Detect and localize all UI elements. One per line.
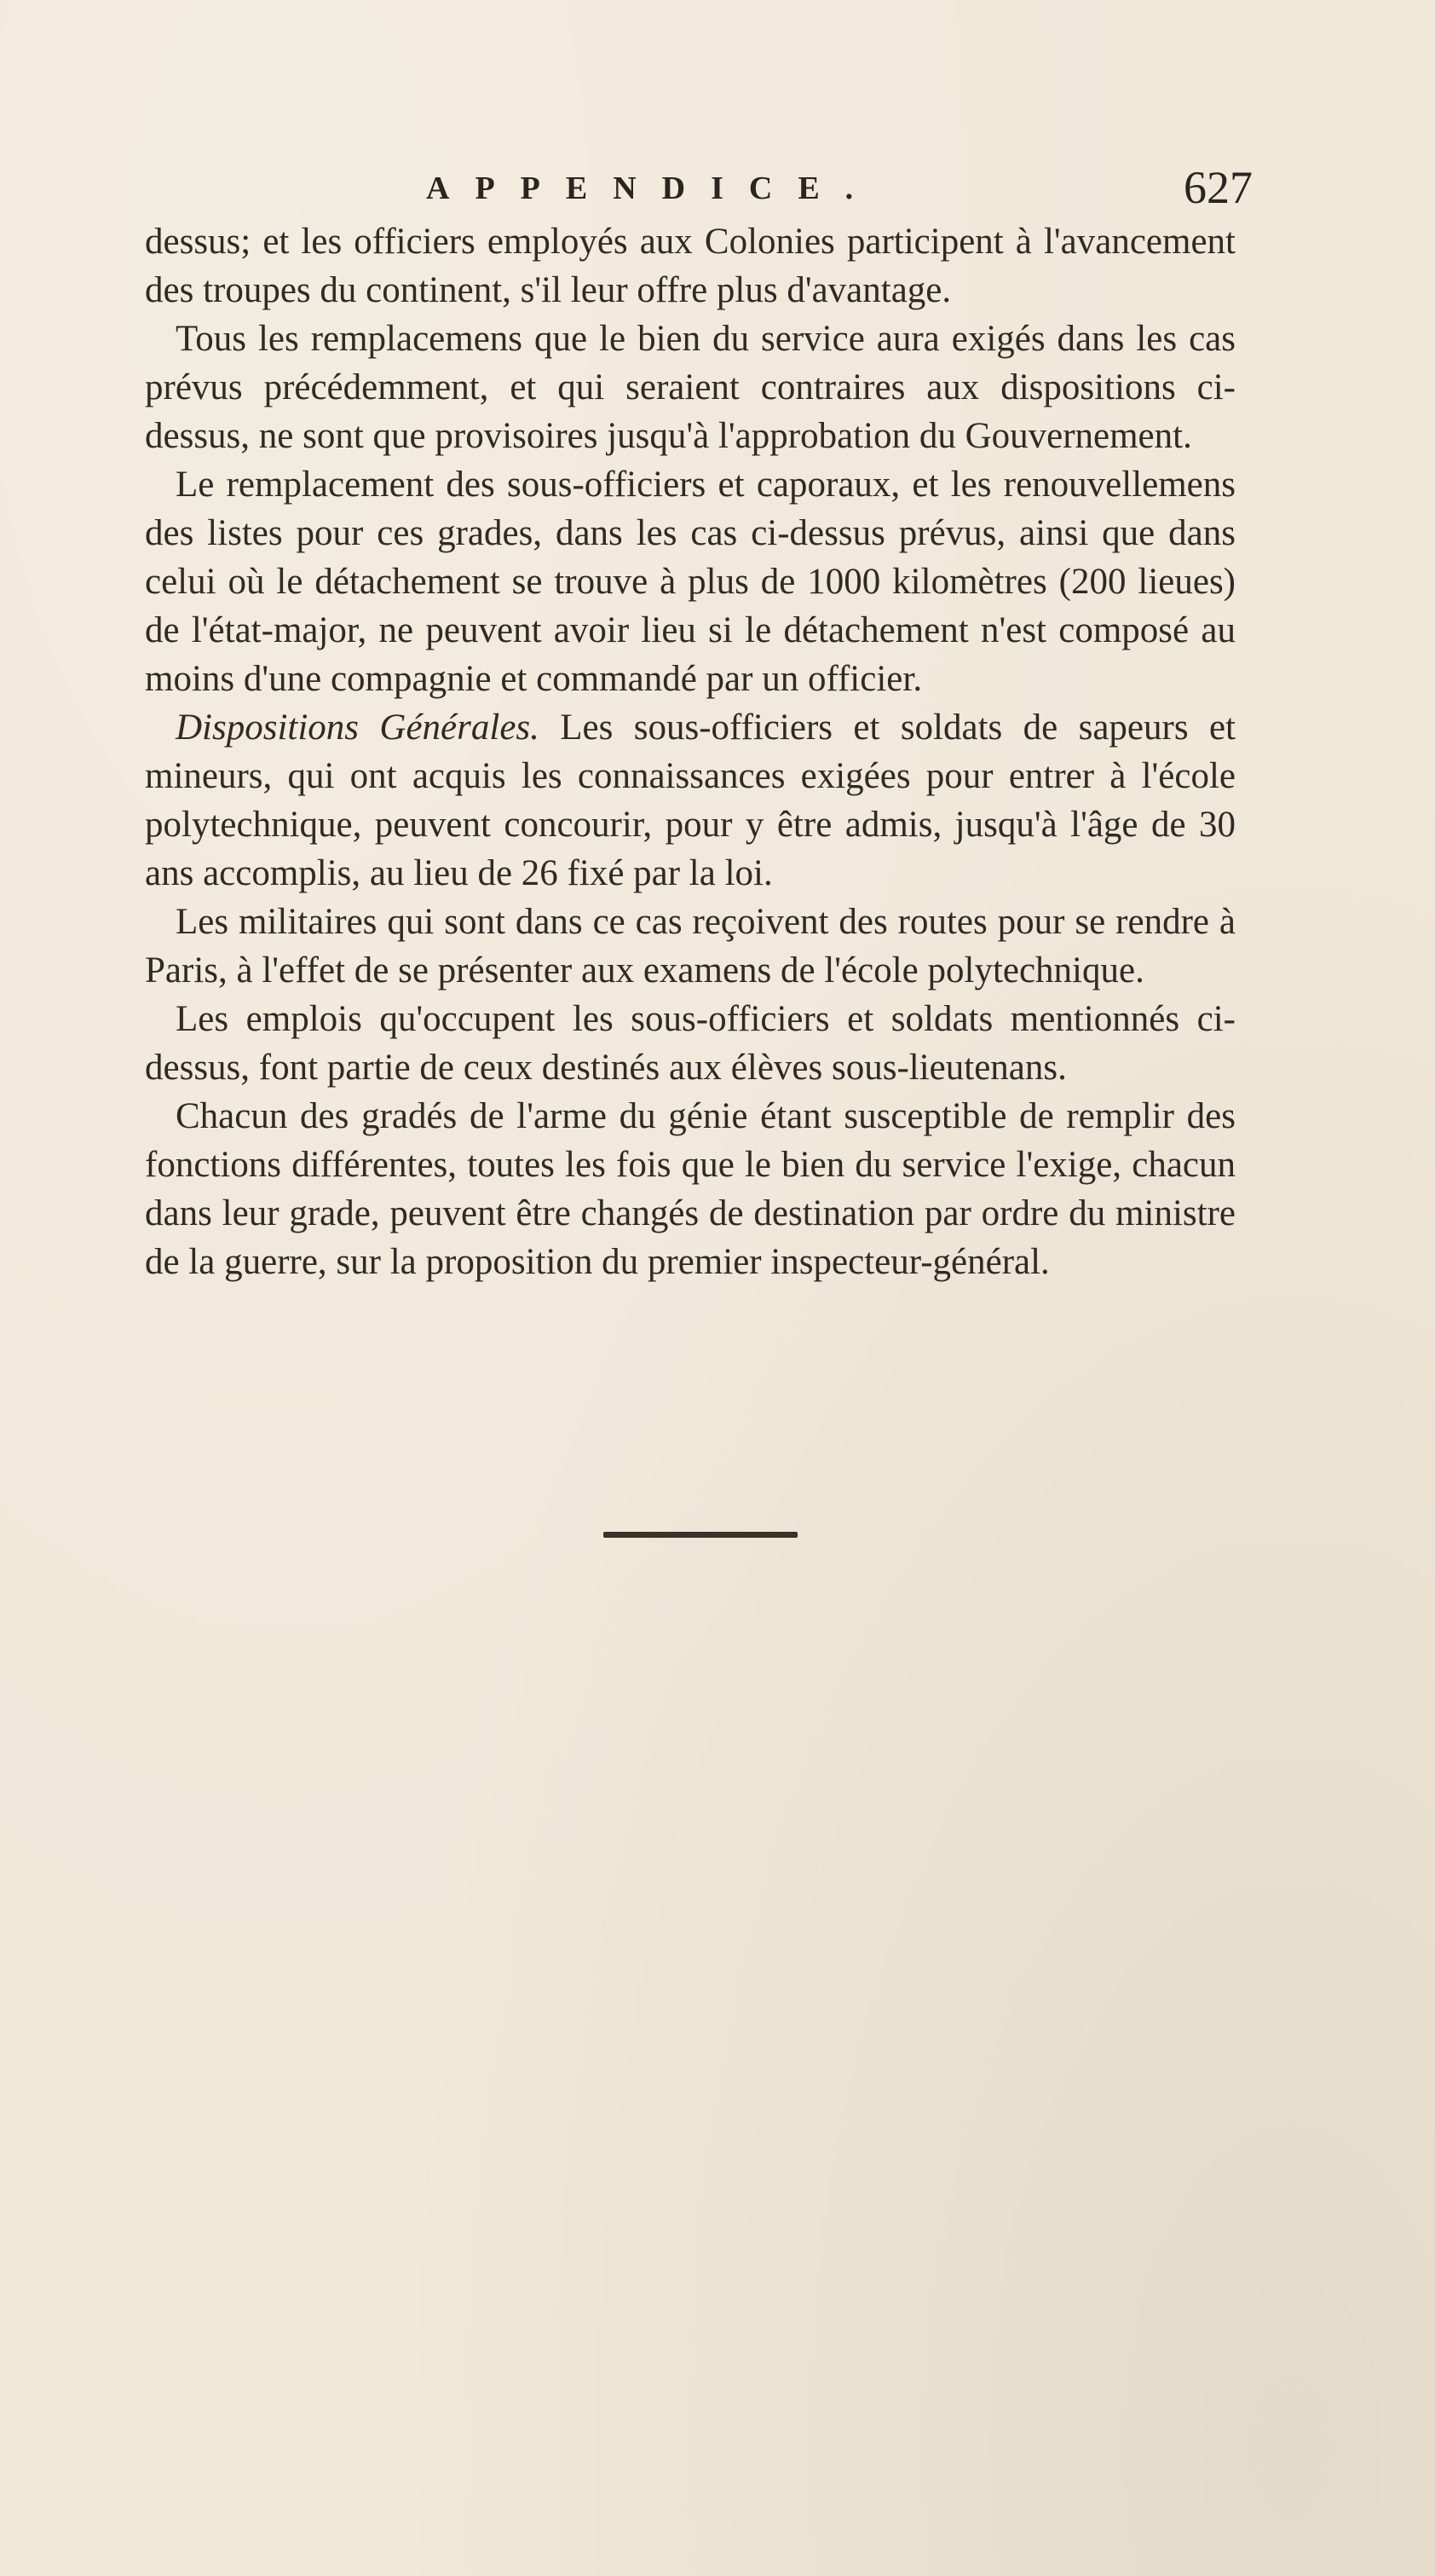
paragraph [145, 460, 1236, 703]
page-number: 627 [1184, 162, 1253, 213]
paragraph [145, 898, 1236, 995]
paragraph-continuation [145, 217, 1236, 315]
paragraph-text: Les militaires qui sont dans ce cas reçoivent des routes pour se rendre à Paris, à l'effet de se présenter aux examens de l'école polytechnique. [145, 902, 1236, 991]
end-rule [603, 1532, 798, 1538]
paragraph [145, 703, 1236, 898]
paragraph [145, 315, 1236, 460]
paragraph [145, 1092, 1236, 1286]
paragraph-text: Les emplois qu'occupent les sous-officiers et soldats mentionnés ci-dessus, font partie de ceux destinés aux élèves sous-lieutenans. [145, 999, 1236, 1088]
paragraph [145, 995, 1236, 1092]
paragraph-text: dessus; et les officiers employés aux Colonies participent à l'avancement des troupes du continent, s'il leur offre plus d'avantage. [145, 222, 1236, 310]
paragraph-text: Le remplacement des sous-officiers et caporaux, et les renouvellemens des listes pour ces grades, dans les cas ci-dessus prévus, ainsi que dans celui où le détachement se trouve à plus de 1000 kilomètres (200 lieues) de l'état-major, ne peuvent avoir lieu si le détachement n'est composé au moins d'une compagnie et commandé par un officier. [145, 465, 1236, 699]
paragraph-text: Tous les remplacemens que le bien du service aura exigés dans les cas prévus précédemment, et qui seraient contraires aux dispositions ci-dessus, ne sont que provisoires jusqu'à l'approbation du Gouvernement. [145, 319, 1236, 456]
running-title: APPENDICE. [426, 170, 879, 206]
paragraph-text: Les sous-officiers et soldats de sapeurs et mineurs, qui ont acquis les connaissances exigées pour entrer à l'école polytechnique, peuvent concourir, pour y être admis, jusqu'à l'âge de 30 ans accomplis, au lieu de 26 fixé par la loi. [145, 708, 1236, 893]
section-heading: Dispositions Générales. [176, 708, 539, 748]
page-header [145, 156, 1253, 216]
body-text [145, 217, 1236, 1286]
paragraph-text: Chacun des gradés de l'arme du génie étant susceptible de remplir des fonctions différentes, toutes les fois que le bien du service l'exige, chacun dans leur grade, peuvent être changés de destination par ordre du ministre de la guerre, sur la proposition du premier inspecteur-général. [145, 1096, 1236, 1282]
